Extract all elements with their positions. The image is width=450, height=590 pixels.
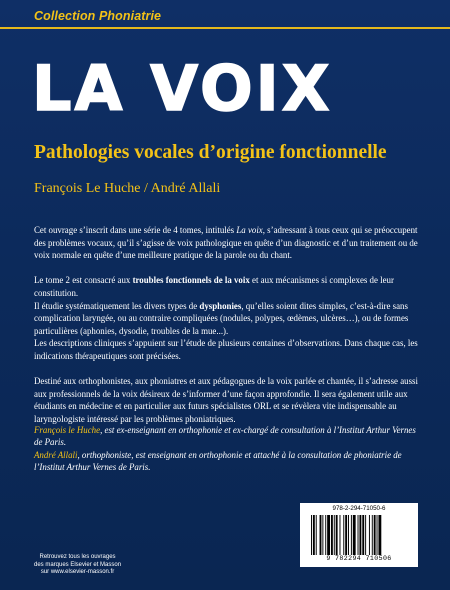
barcode-bar [369,515,370,555]
isbn-number-bottom: 9 782294 710506 [326,555,392,562]
description-paragraph-1: Cet ouvrage s’inscrit dans une série de 4 tomes, intitulés La voix, s’adressant à tous ceux qui se préoccupent des problèmes vocaux, qu’il s’agisse de voix pathologique en quête d’un diagnostic et d’un traitement ou de voix normale en quête d’une meilleure pratique de la parole ou du chant. [34,225,418,261]
description-paragraph-4: Les descriptions cliniques s’appuient sur l’étude de plusieurs centaines d’observations. Dans chaque cas, les indications thérapeutiques sont précisées. [34,338,418,361]
barcode-bar [345,515,347,555]
isbn-barcode [300,503,418,567]
barcode-bar [334,515,335,555]
barcode-bar [343,515,344,555]
barcode-bar [348,515,349,555]
book-subtitle: Pathologies vocales d’origine fonctionnelle [34,142,387,163]
barcode-bar [378,515,381,555]
author-bio-1: François le Huche, est ex-enseignant en orthophonie et ex-chargé de consultation à l’Institut Arthur Vernes de Paris. [34,425,416,448]
barcode-bars [310,515,410,555]
publisher-note-line-1: Retrouvez tous les ouvrages [39,554,116,560]
barcode-bar [331,515,333,555]
barcode-bar [320,515,322,555]
barcode-bar [372,515,373,555]
description-paragraph-5: Destiné aux orthophonistes, aux phoniatres et aux pédagogues de la voix parlée et chantée, il s’adresse aussi aux professionnels de la voix désireux de s’informer d’une façon approfondie. Il sera également utile aux étudiants en médecine et en particulier aux futurs spécialistes ORL et se révèlera vite indispensable au laryngologiste intéressé par les problèmes phoniatriques. [34,376,418,424]
barcode-bar [377,515,378,555]
description-paragraph-3: Il étudie systématiquement les divers types de dysphonies, qu’elles soient dites simples, c’est-à-dire sans complication laryngée, ou au contraire compliquées (nodules, polypes, œdèmes, ulcères…), ou de formes particulières (aphonies, dysodie, troubles de la mue...). [34,300,409,336]
author-bios [34,424,426,474]
isbn-number-top: 978-2-294-71050-6 [332,505,386,512]
barcode-bar [359,515,361,555]
barcode-bar [316,515,317,555]
barcode-bar [313,515,315,555]
barcode-bar [336,515,338,555]
publisher-note-line-2: des marques Elsevier et Masson [34,561,122,568]
author-bio-2: André Allali, orthophoniste, est enseignant en orthophonie et attaché à la consultation de phoniatrie de l’Institut Arthur Vernes de Paris. [34,449,402,473]
barcode-bar [340,515,341,555]
publisher-note-line-3: sur www.elsevier-masson.fr [40,569,115,576]
book-authors: François Le Huche / André Allali [34,181,221,196]
description-paragraph-2: Le tome 2 est consacré aux troubles fonctionnels de la voix et aux mécanismes si complexes de leur constitution. [34,275,394,298]
barcode-bar [374,515,376,555]
barcode-bar [365,515,366,555]
book-title: LA VOIX [32,52,333,125]
barcode-bar [327,515,330,555]
collection-label: Collection Phoniatrie [34,9,162,23]
barcode-bar [353,515,356,555]
barcode-bar [351,515,352,555]
description-text [34,224,426,426]
barcode-bar [322,515,323,555]
barcode-bar [311,515,312,555]
barcode-bar [358,515,359,555]
publisher-note [34,554,121,577]
barcode-bar [362,515,364,555]
barcode-bar [325,515,326,555]
collection-header-bar [0,9,450,29]
